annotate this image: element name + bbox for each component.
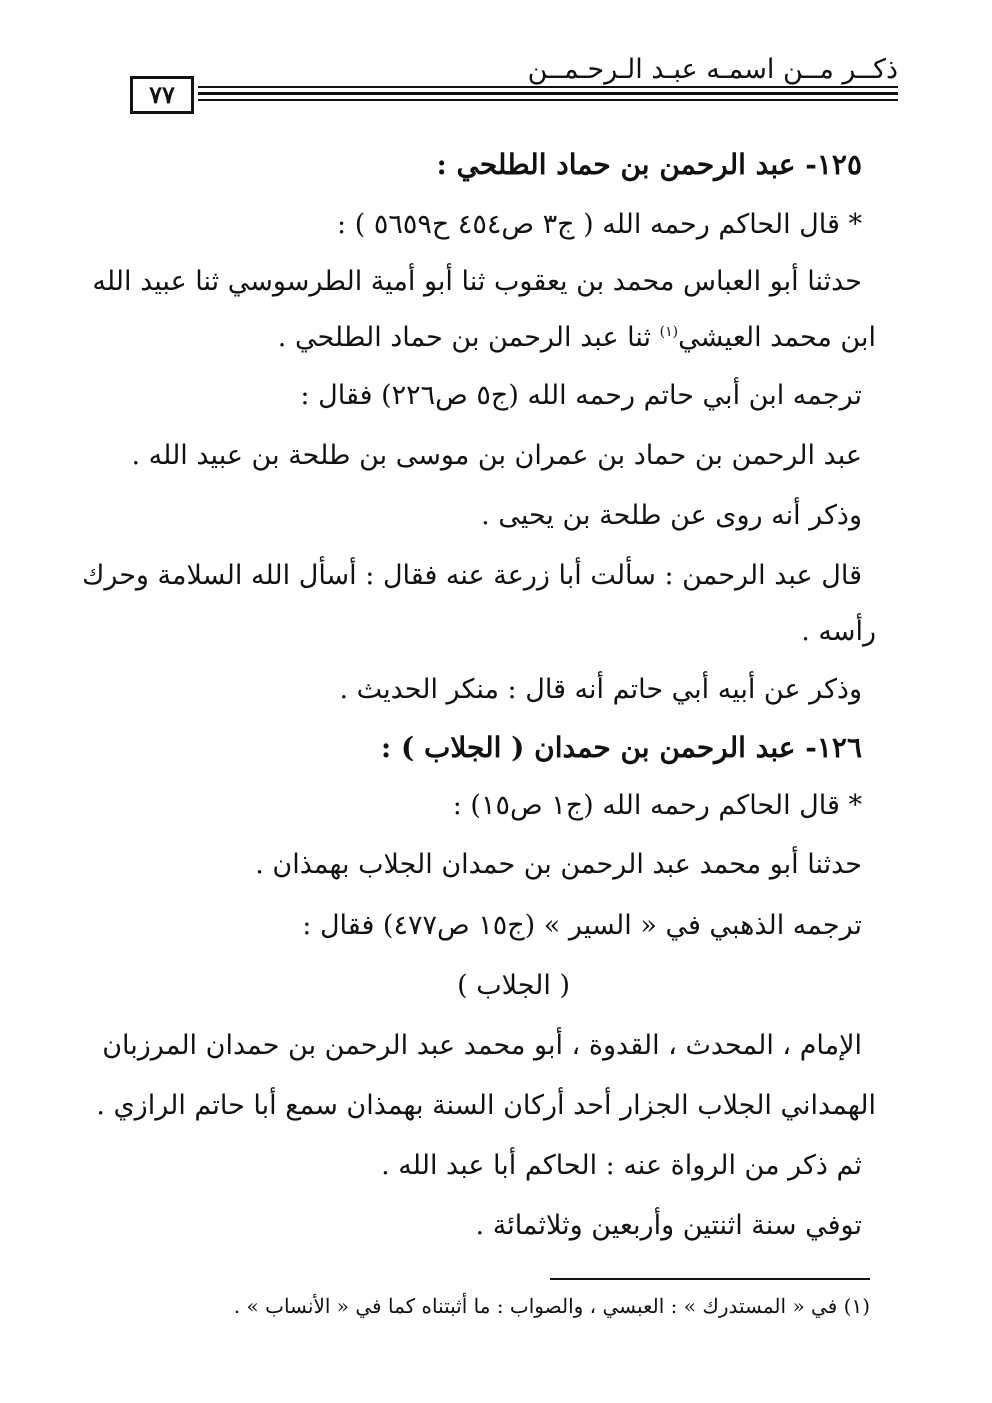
section-title: ( الجلاب )	[457, 970, 570, 1001]
footnote-separator	[550, 1278, 870, 1280]
text-line: * قال الحاكم رحمه الله (ج١ ص١٥) :	[452, 790, 862, 821]
header-rule	[198, 99, 898, 101]
text-line: قال عبد الرحمن : سألت أبا زرعة عنه فقال : أسأل الله السلامة وحرك	[82, 560, 862, 591]
text-line: رأسه .	[801, 616, 876, 647]
header-rule	[198, 86, 898, 88]
footnote-marker: (١)	[659, 324, 679, 340]
page-header	[130, 52, 898, 114]
footnote: (١) في « المستدرك » : العبسي ، والصواب : ما أثبتناه كما في « الأنساب » .	[233, 1294, 870, 1318]
text-line	[278, 318, 876, 358]
text-line: توفي سنة اثنتين وأربعين وثلاثمائة .	[475, 1210, 862, 1241]
text-line: ترجمه ابن أبي حاتم رحمه الله (ج٥ ص٢٢٦) فقال :	[300, 380, 862, 411]
text-line: حدثنا أبو محمد عبد الرحمن بن حمدان الجلاب بهمذان .	[255, 849, 862, 880]
text-line: حدثنا أبو العباس محمد بن يعقوب ثنا أبو أمية الطرسوسي ثنا عبيد الله	[92, 266, 862, 297]
entry-heading: ١٢٦- عبد الرحمن بن حمدان ( الجلاب ) :	[380, 731, 862, 764]
text-line: عبد الرحمن بن حماد بن عمران بن موسى بن طلحة بن عبيد الله .	[131, 440, 862, 471]
text-line: الهمداني الجلاب الجزار أحد أركان السنة بهمذان سمع أبا حاتم الرازي .	[96, 1090, 876, 1121]
page-number: ٧٧	[130, 76, 194, 114]
text-segment: ابن محمد العيشي	[678, 322, 876, 353]
text-line: ثم ذكر من الرواة عنه : الحاكم أبا عبد الله .	[381, 1150, 862, 1181]
text-line: وذكر أنه روى عن طلحة بن يحيى .	[481, 500, 862, 531]
text-line: ترجمه الذهبي في « السير » (ج١٥ ص٤٧٧) فقال :	[302, 910, 862, 941]
text-line: وذكر عن أبيه أبي حاتم أنه قال : منكر الحديث .	[339, 674, 862, 705]
text-line: الإمام ، المحدث ، القدوة ، أبو محمد عبد الرحمن بن حمدان المرزبان	[102, 1030, 862, 1061]
header-rule	[198, 92, 898, 95]
text-line: * قال الحاكم رحمه الله ( ج٣ ص٤٥٤ ح٥٦٥٩ ) :	[337, 209, 862, 240]
entry-heading: ١٢٥- عبد الرحمن بن حماد الطلحي :	[436, 148, 862, 181]
running-title: ذكــر مــن اسمـه عبـد الـرحـمــن	[527, 54, 898, 85]
text-segment: ثنا عبد الرحمن بن حماد الطلحي .	[277, 322, 652, 353]
